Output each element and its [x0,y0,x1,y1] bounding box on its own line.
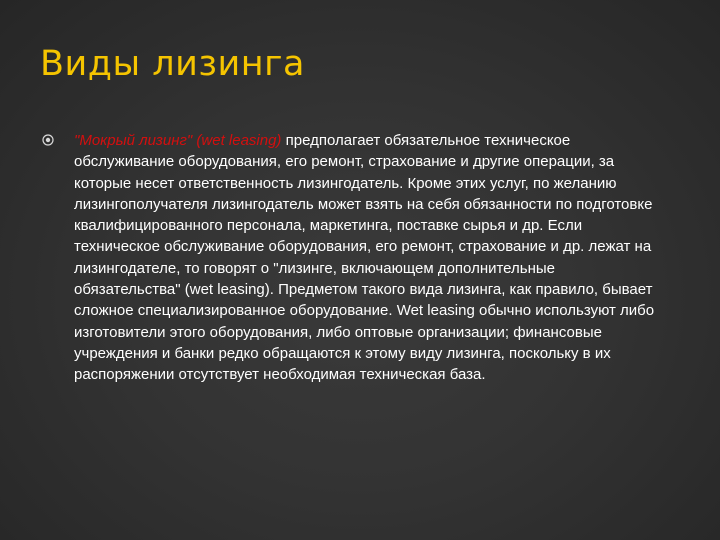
slide-content [42,130,662,386]
bullet-text [74,130,662,386]
highlighted-term: "Мокрый лизинг" (wet leasing) [74,132,282,149]
bullet-item [42,130,662,386]
slide-title: Виды лизинга [40,44,305,84]
bullet-body-text: предполагает обязательное техническое обслуживание оборудования, его ремонт, страхование и другие операции, за которые несет ответственность лизингодатель. Кроме этих услуг, по желанию лизингополучателя лизингодатель может взять на себя обязанности по подготовке квалифицированного персонала, маркетинга, поставке сырья и др. Если техническое обслуживание оборудования, его ремонт, страхование и др. лежат на лизингодателе, то говорят о "лизинге, включающем дополнительные обязательства" (wet leasing). Предметом такого вида лизинга, как правило, бывает сложное специализированное оборудование. Wet leasing обычно используют либо изготовители этого оборудования, либо оптовые организации; финансовые учреждения и банки редко обращаются к этому виду лизинга, поскольку в их распоряжении отсутствует необходимая техническая база. [74,132,655,384]
circled-dot-bullet-icon [42,133,54,145]
